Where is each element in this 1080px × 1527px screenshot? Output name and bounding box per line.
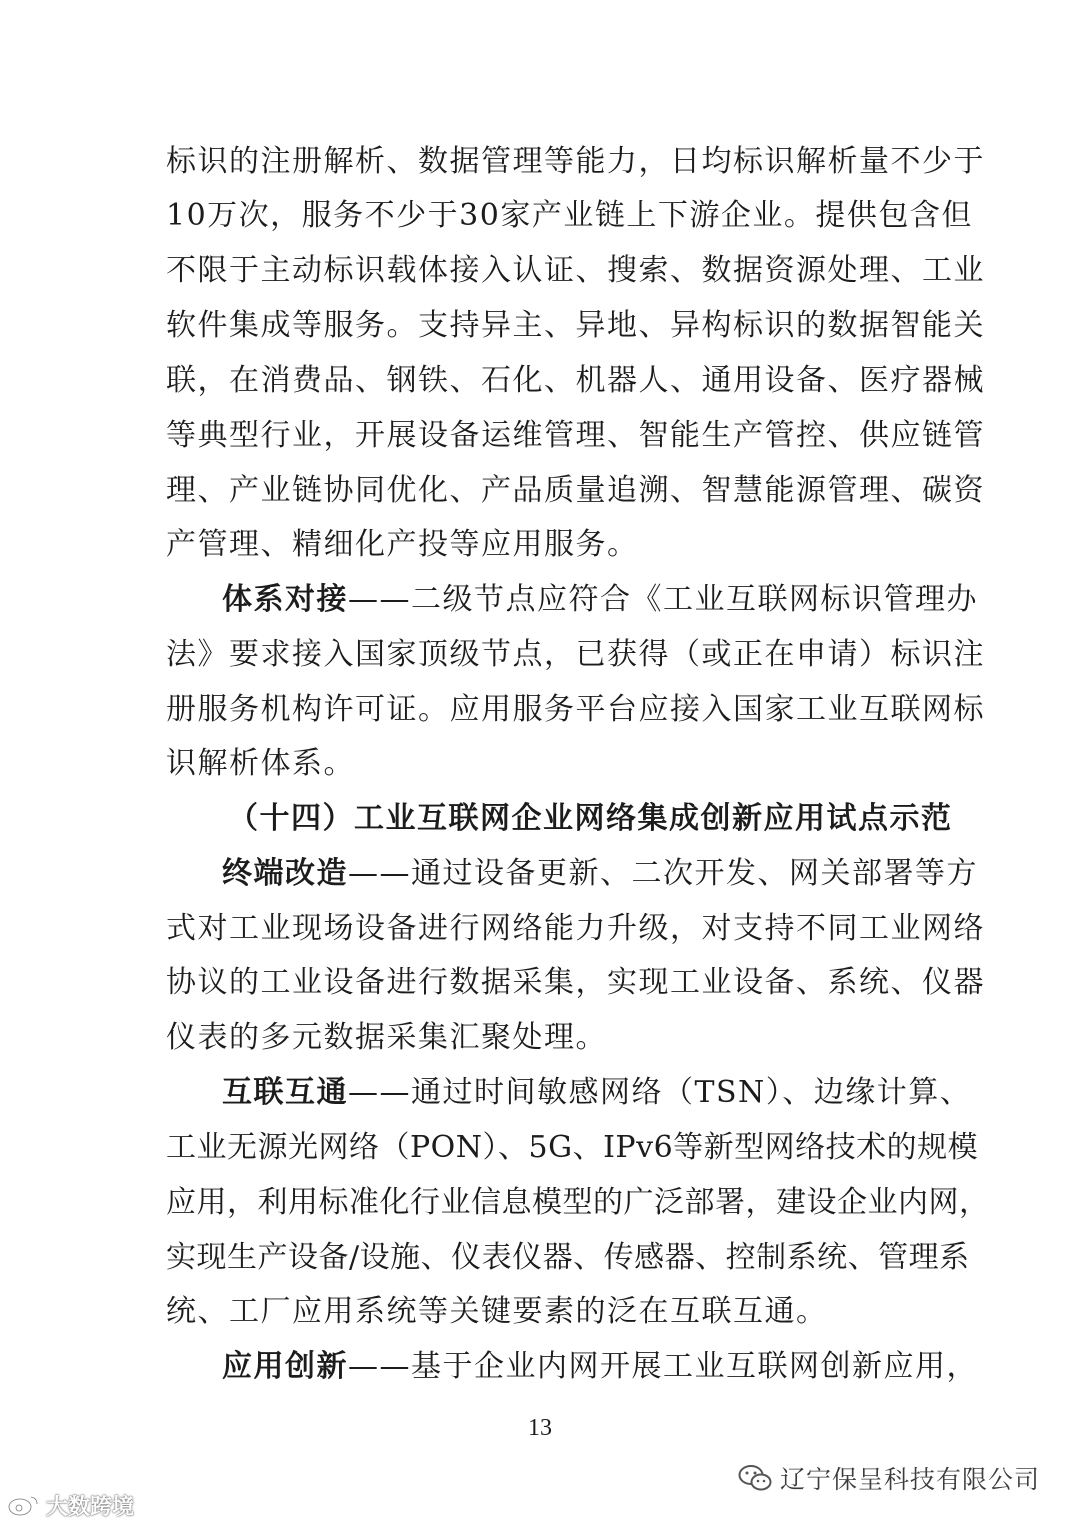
body-line-text: 统、工厂应用系统等关键要素的泛在互联互通。 — [166, 1294, 828, 1329]
body-line-10 — [166, 628, 985, 682]
body-line-6 — [166, 409, 985, 463]
paragraph-lead: 体系对接 — [222, 582, 348, 617]
body-line-text: 应用，利用标准化行业信息模型的广泛部署，建设企业内网， — [166, 1185, 990, 1220]
body-line-text: 10万次，服务不少于30家产业链上下游企业。提供包含但 — [166, 198, 973, 233]
body-line-22 — [166, 1285, 914, 1339]
body-line-20 — [166, 1176, 990, 1230]
body-line-text: 册服务机构许可证。应用服务平台应接入国家工业互联网标 — [166, 692, 985, 727]
wechat-icon — [738, 1464, 772, 1492]
paragraph-lead: 互联互通 — [222, 1075, 348, 1110]
watermark-left-text: 大数跨境 — [46, 1494, 135, 1520]
body-line-18 — [222, 1066, 972, 1120]
body-line-text: 法》要求接入国家顶级节点，已获得（或正在申请）标识注 — [166, 637, 985, 672]
body-line-text: 等典型行业，开展设备运维管理、智能生产管控、供应链管 — [166, 418, 985, 453]
body-line-12 — [166, 737, 914, 791]
body-line-text: 联，在消费品、钢铁、石化、机器人、通用设备、医疗器械 — [166, 363, 985, 398]
body-line-4 — [166, 299, 985, 353]
body-line-23 — [222, 1340, 978, 1394]
body-line-11 — [166, 683, 985, 737]
body-line-text: 软件集成等服务。支持异主、异地、异构标识的数据智能关 — [166, 308, 985, 343]
body-line-19 — [166, 1121, 979, 1175]
body-line-text: 标识的注册解析、数据管理等能力，日均标识解析量不少于 — [166, 144, 985, 179]
body-line-text: 实现生产设备/设施、仪表仪器、传感器、控制系统、管理系 — [166, 1240, 970, 1275]
weibo-watermark — [6, 1488, 134, 1522]
page-number: 13 — [528, 1415, 552, 1441]
body-line-15 — [166, 902, 985, 956]
body-line-text: ——基于企业内网开展工业互联网创新应用， — [348, 1349, 978, 1384]
body-line-text: 产管理、精细化产投等应用服务。 — [166, 527, 639, 562]
body-line-text: 式对工业现场设备进行网络能力升级，对支持不同工业网络 — [166, 911, 985, 946]
body-line-17 — [166, 1011, 914, 1065]
body-line-16 — [166, 956, 985, 1010]
body-line-text: 仪表的多元数据采集汇聚处理。 — [166, 1020, 607, 1055]
body-line-7 — [166, 464, 985, 518]
weibo-logo-icon — [6, 1493, 42, 1517]
section-heading: （十四）工业互联网企业网络集成创新应用试点示范 — [228, 801, 953, 836]
watermark-right-text: 辽宁保呈科技有限公司 — [779, 1465, 1040, 1494]
body-line-14 — [222, 847, 978, 901]
wechat-watermark — [738, 1458, 1040, 1498]
body-line-1 — [166, 135, 985, 189]
body-line-text: 不限于主动标识载体接入认证、搜索、数据资源处理、工业 — [166, 253, 985, 288]
body-line-9 — [222, 573, 978, 627]
body-line-3 — [166, 244, 985, 298]
body-line-text: ——二级节点应符合《工业互联网标识管理办 — [348, 582, 978, 617]
body-line-2 — [166, 189, 973, 243]
body-line-5 — [166, 354, 985, 408]
body-line-text: ——通过时间敏感网络（TSN）、边缘计算、 — [348, 1075, 972, 1110]
body-line-text: 识解析体系。 — [166, 746, 355, 781]
body-line-text: 协议的工业设备进行数据采集，实现工业设备、系统、仪器 — [166, 965, 985, 1000]
body-line-text: 工业无源光网络（PON）、5G、IPv6等新型网络技术的规模 — [166, 1130, 979, 1165]
paragraph-lead: 终端改造 — [222, 856, 348, 891]
body-line-8 — [166, 518, 914, 572]
body-line-text: 理、产业链协同优化、产品质量追溯、智慧能源管理、碳资 — [166, 473, 985, 508]
paragraph-lead: 应用创新 — [222, 1349, 348, 1384]
body-line-21 — [166, 1231, 970, 1285]
body-line-text: ——通过设备更新、二次开发、网关部署等方 — [348, 856, 978, 891]
